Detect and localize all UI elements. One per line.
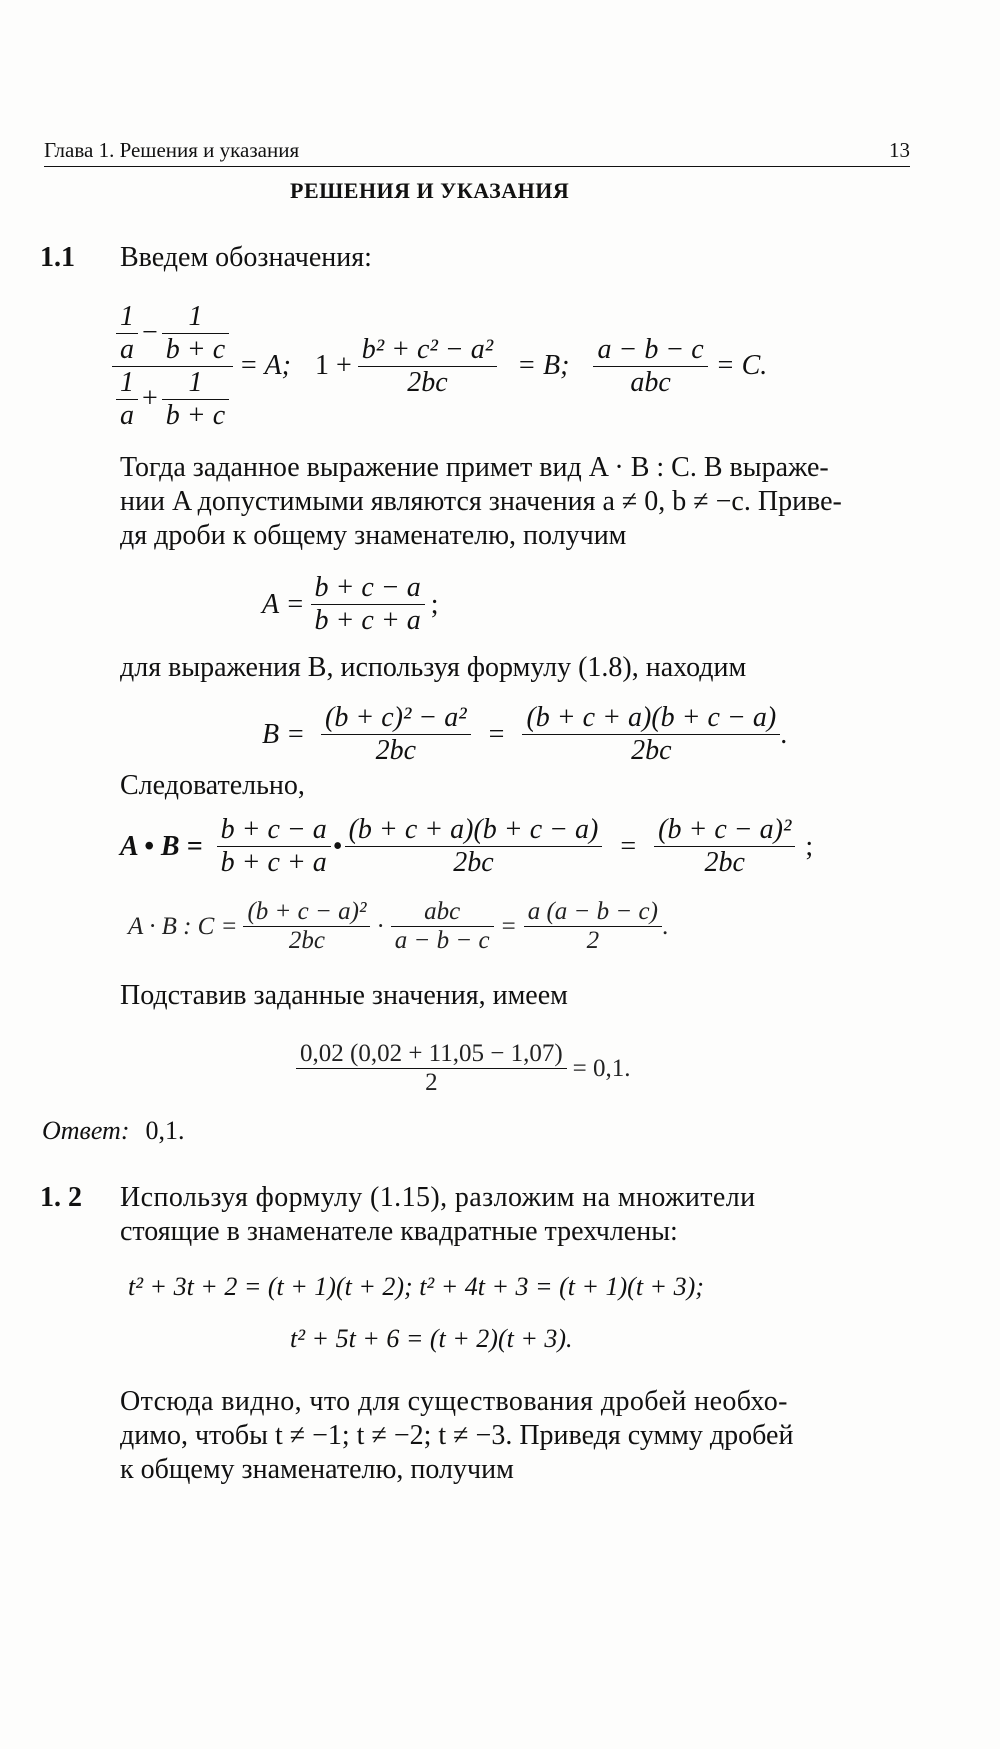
- answer-value: 0,1.: [145, 1116, 185, 1145]
- paragraph-line: Отсюда видно, что для существования дробей необхо-: [120, 1386, 788, 1417]
- equation-AB: A • B = $\frac{b + c - a}{b + c + a}$ • $\frac{(b + c + a)(b + c - a)}{2bc}$ = $\frac{\text{(b + c − a)²}}{2bc}$ ;: [120, 814, 814, 878]
- paragraph-line: нии A допустимыми являются значения a ≠ 0, b ≠ −c. Приве-: [120, 486, 842, 517]
- definitions-formula: $\frac{1}{a}$ − $\frac{1}{b + c}$ $\frac{1}{a}$ + $\frac{1}{b + c}$ = A; 1 + $\frac{\text{b² + c² − a²}}{2bc}$ = B; $\frac{a - b - c}{\text{abc}}$ = C.: [112, 300, 767, 432]
- chapter-title: Глава 1. Решения и указания: [44, 138, 300, 162]
- factorization-line-1: t² + 3t + 2 = (t + 1)(t + 2); t² + 4t + 3 = (t + 1)(t + 3);: [128, 1272, 704, 1301]
- problem-number-1-2: 1. 2: [40, 1182, 82, 1213]
- page-number: 13: [889, 138, 910, 162]
- answer-label: Ответ:: [42, 1116, 130, 1145]
- paragraph-line: для выражения B, используя формулу (1.8), находим: [120, 652, 747, 683]
- equation-A: A = $\frac{b + c - a}{b + c + a}$ ;: [262, 572, 439, 636]
- problem-intro: Введем обозначения:: [120, 242, 372, 273]
- paragraph-line: Используя формулу (1.15), разложим на множители: [120, 1182, 756, 1213]
- section-title: РЕШЕНИЯ И УКАЗАНИЯ: [290, 178, 570, 203]
- compound-fraction-A: $\frac{1}{a}$ − $\frac{1}{b + c}$ $\frac{1}{a}$ + $\frac{1}{b + c}$: [112, 301, 233, 432]
- paragraph-line: димо, чтобы t ≠ −1; t ≠ −2; t ≠ −3. Приведя сумму дробей: [120, 1420, 794, 1451]
- paragraph-line: Тогда заданное выражение примет вид A · B : C. В выраже-: [120, 452, 829, 483]
- paragraph-line: дя дроби к общему знаменателю, получим: [120, 520, 627, 551]
- paragraph-line: Следовательно,: [120, 770, 305, 801]
- equation-numeric: $\frac{0,02 (0,02 + 11,05 - 1,07)}{2}$ = 0,1.: [296, 1040, 631, 1097]
- fraction-B-def: $\frac{\text{b² + c² − a²}}{2bc}$: [358, 334, 497, 399]
- equation-B: B = $\frac{\text{(b + c)² − a²}}{2bc}$ = $\frac{(b + c + a)(b + c - a)}{2bc}$ .: [262, 702, 788, 766]
- paragraph-line: стоящие в знаменателе квадратные трехчлены:: [120, 1216, 678, 1247]
- answer: [42, 1116, 184, 1146]
- equation-ABC: A · B : C = $\frac{\text{(b + c − a)²}}{2bc}$ · $\frac{\text{abc}}{a - b - c}$ = $\frac{a (a - b - c)}{2}$ .: [128, 898, 669, 954]
- problem-number-1-1: 1.1: [40, 242, 75, 273]
- paragraph-line: Подставив заданные значения, имеем: [120, 980, 568, 1011]
- running-header: [44, 138, 910, 167]
- fraction-C-def: $\frac{a - b - c}{\text{abc}}$: [593, 334, 707, 399]
- factorization-line-2: t² + 5t + 6 = (t + 2)(t + 3).: [290, 1324, 573, 1353]
- paragraph-line: к общему знаменателю, получим: [120, 1454, 514, 1485]
